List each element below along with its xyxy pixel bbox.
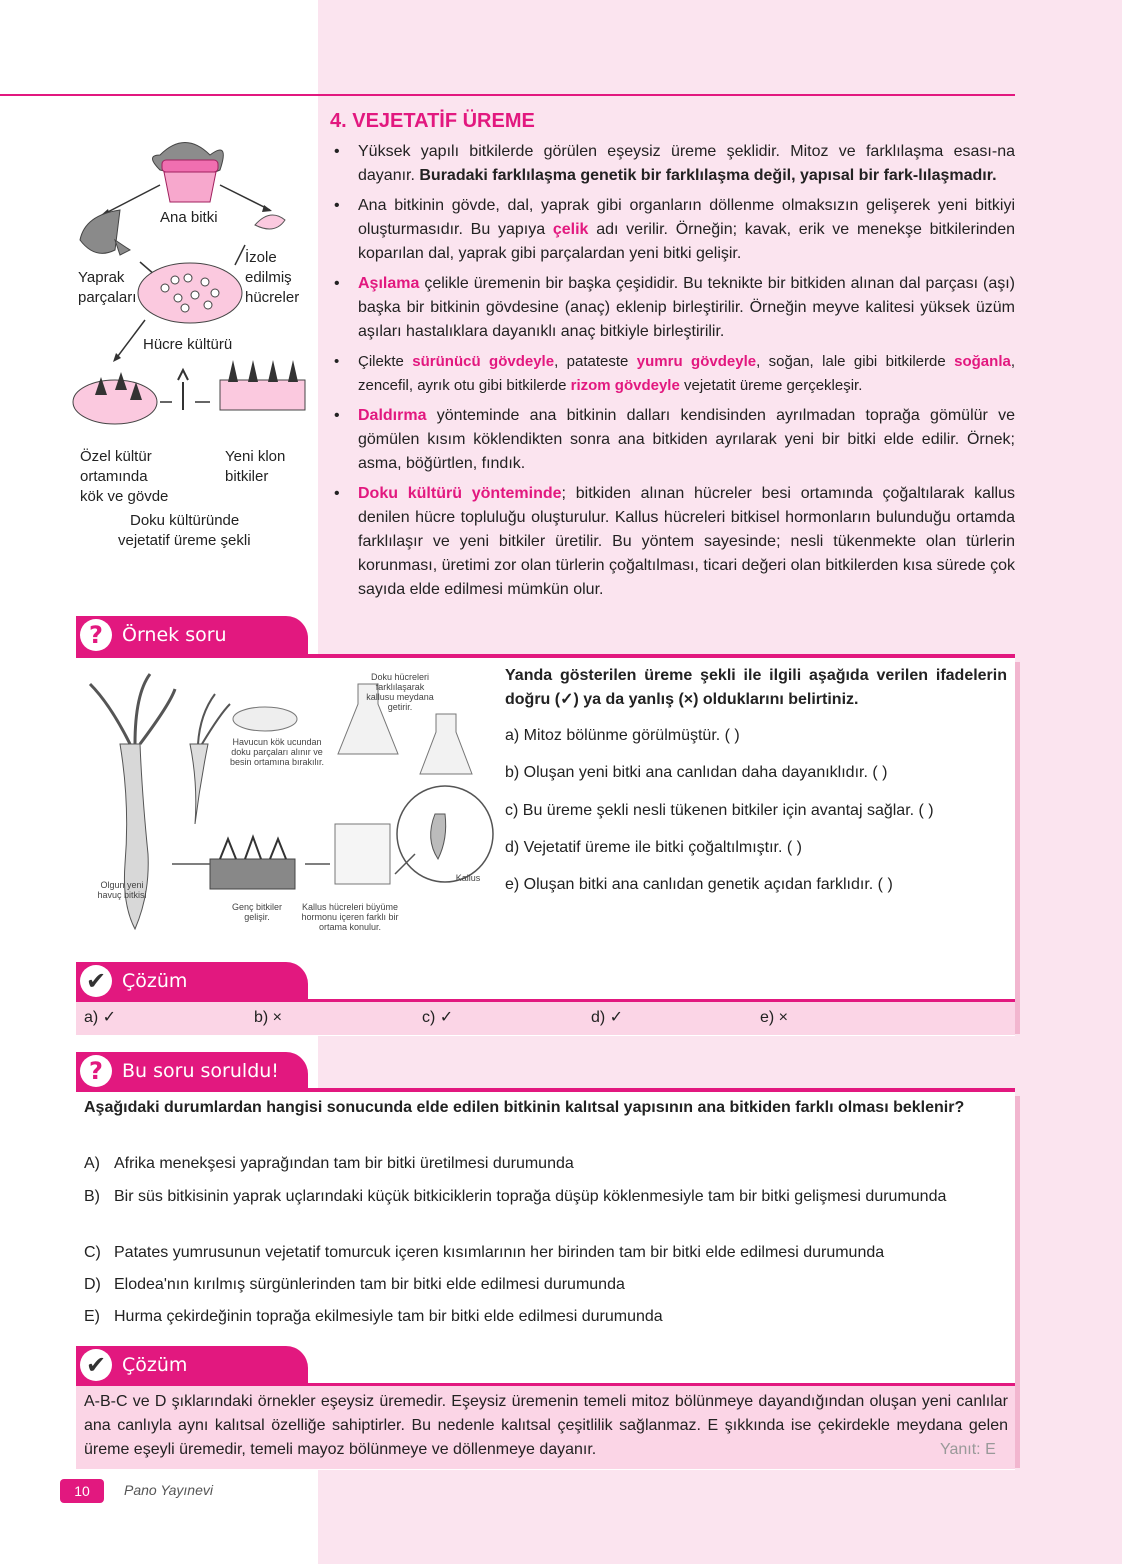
soruldu-question: Aşağıdaki durumlardan hangisi sonucunda elde edilen bitkinin kalıtsal yapısının ana bitkiden farklı olması beklenir? [84,1099,965,1116]
answer-b: b) × [254,1009,283,1026]
label-ozel-2: ortamında [80,468,148,485]
label-izole: İzole [245,249,277,266]
section-title: 4. VEJETATİF ÜREME [330,110,535,132]
question-icon: ? [80,1055,112,1087]
question-icon: ? [80,619,112,651]
ornek-soru-tab: ? Örnek soru [76,616,308,654]
ornek-item-b: b) Oluşan yeni bitki ana canlıdan daha dayanıklıdır. ( ) [505,764,888,781]
label-ana-bitki: Ana bitki [160,209,218,226]
label-yeni-1: Yeni klon [225,448,286,465]
bullet-item: • Doku kültürü yönteminde; bitkiden alınan hücreler besi ortamında çoğaltılarak kallus denilen hücre topluluğu oluşturulur. Kallus hücreleri bitkisel hormonların bulunduğu ortamda farklılaşır ve yeni bitkiler üretilir. Bu yöntem sayesinde; nesli tükenmekte olan türlerin korunması, üretimi zor olan türlerin çoğaltılması, ticari değeri olan bitkilerden kısa sürede çok sayıda elde edilmesi mümkün olur. [334,485,1015,598]
fig-label-kallus: Kallus [455,873,481,883]
option-c: C) Patates yumrusunun vejetatif tomurcuk içeren kısımlarının her birinden tam bir bitki elde edilmesi durumunda [84,1244,885,1261]
label-edilmis: edilmiş [245,269,292,286]
ornek-item-e: e) Oluşan bitki ana canlıdan genetik açıdan farklıdır. ( ) [505,876,893,893]
label-ozel-1: Özel kültür [80,448,152,465]
publisher: Pano Yayınevi [124,1482,213,1498]
label-yaprak: Yaprak [78,269,125,286]
ornek-item-a: a) Mitoz bölünme görülmüştür. ( ) [505,727,740,744]
cozum-tab-2: ✔ Çözüm [76,1346,308,1384]
check-icon: ✔ [80,1349,112,1381]
ornek-item-d: d) Vejetatif üreme ile bitki çoğaltılmıştır. ( ) [505,839,802,856]
option-a: A) Afrika menekşesi yaprağından tam bir bitki üretilmesi durumunda [84,1155,574,1172]
option-d: D) Elodea'nın kırılmış sürgünlerinden tam bir bitki elde edilmesi durumunda [84,1276,625,1293]
page-number: 10 [60,1479,104,1503]
soruldu-solution: A-B-C ve D şıklarındaki örnekler eşeysiz üremedir. Eşeysiz üremenin temeli mitoz bölünmeye dayandığından oluşan yeni canlılar ana canlıyla aynı kalıtsal özelliğe sahiptirler. Bu nedenle kalıtsal çeşitlilik sağlanmaz. E şıkkında ise çekirdekle meydana gelen üreme eşeyli üremedir, temeli mayoz bölünmeye ve döllenmeye dayanır. [84,1393,1008,1458]
label-hucreler: hücreler [245,289,300,306]
bullet-item: • Daldırma yönteminde ana bitkinin dalları kendisinden ayrılmadan toprağa gömülür ve gömülen kısım köklendikten sonra ana bitkiden ayrılarak yeni bir bitki elde edilir. Örnek; asma, böğürtlen, fındık. [334,407,1015,472]
fig-label-havuc: Havucun kök ucundan doku parçaları alınır ve besin ortamına bırakılır. [229,737,325,767]
answers-strip [76,999,1015,1035]
fig-label-genc: Genç bitkiler gelişir. [231,902,283,922]
fig-label-olgun: Olgun yeni havuç bitkisi [97,880,147,900]
caption-line-2: vejetatif üreme şekli [118,532,251,549]
answer-d: d) ✓ [591,1009,624,1026]
bullet-list [330,140,1015,608]
answer-c: c) ✓ [422,1009,454,1026]
bullet-item: • Çilekte sürünücü gövdeyle, patateste yumru gövdeyle, soğan, lale gibi bitkilerde soğanla, zencefil, ayrık otu gibi bitkilerde rizom gövdeyle vejetatit üreme gerçekleşir. [334,353,1015,394]
label-hucre-kulturu: Hücre kültürü [143,336,233,353]
bullet-item: • Yüksek yapılı bitkilerde görülen eşeysiz üreme şeklidir. Mitoz ve farklılaşma esası-na dayanır. Buradaki farklılaşma genetik bir farklılaşma değil, yapısal bir fark-lılaşmadır. [334,143,1015,184]
answer-label: Yanıt: E [940,1441,996,1458]
cozum-tab-1: ✔ Çözüm [76,962,308,1000]
bullet-item: • Ana bitkinin gövde, dal, yaprak gibi organların döllenme olmaksızın gelişerek yeni bitkiyi oluşturmasıdır. Bu yapıya çelik adı verilir. Örneğin; kavak, erik ve menekşe bitkilerinden koparılan dal, yaprak gibi parçalardan yeni bitki gelişir. [334,197,1015,262]
fig-label-doku: Doku hücreleri farklılaşarak kallusu meydana getirir. [366,672,434,712]
check-icon: ✔ [80,965,112,997]
fig-label-kallus-h: Kallus hücreleri büyüme hormonu içeren farklı bir ortama konulur. [301,902,399,932]
option-b: B) Bir süs bitkisinin yaprak uçlarındaki küçük bitkiciklerin toprağa düşüp köklenmesiyle tam bir bitki gelişmesi durumunda [84,1188,947,1205]
box-shadow [1015,1096,1020,1468]
ornek-question: Yanda gösterilen üreme şekli ile ilgili aşağıda verilen ifadelerin doğru (✓) ya da yanlış (×) olduklarını belirtiniz. [505,667,1007,708]
top-rule [0,94,1015,96]
ornek-item-c: c) Bu üreme şekli nesli tükenen bitkiler için avantaj sağlar. ( ) [505,802,934,819]
soruldu-tab: ? Bu soru soruldu! [76,1052,308,1090]
label-yeni-2: bitkiler [225,468,269,485]
label-parcalari: parçaları [78,289,137,306]
label-ozel-3: kök ve gövde [80,488,169,505]
answer-a: a) ✓ [84,1009,117,1026]
answer-e: e) × [760,1009,789,1026]
box-shadow [1015,662,1020,1034]
caption-line-1: Doku kültüründe [130,512,240,529]
option-e: E) Hurma çekirdeğinin toprağa ekilmesiyle tam bir bitki elde edilmesi durumunda [84,1308,663,1325]
bullet-item: • Aşılama çelikle üremenin bir başka çeşididir. Bu teknikte bir bitkiden alınan dal parçası (aşı) başka bir bitkinin gövdesine (anaç) eklenip birleştirilir. Örneğin meyve kalitesi yüksek üzüm aşıları hastalıklara dayanıklı anaç bitkiyle birleştirilir. [334,275,1015,340]
